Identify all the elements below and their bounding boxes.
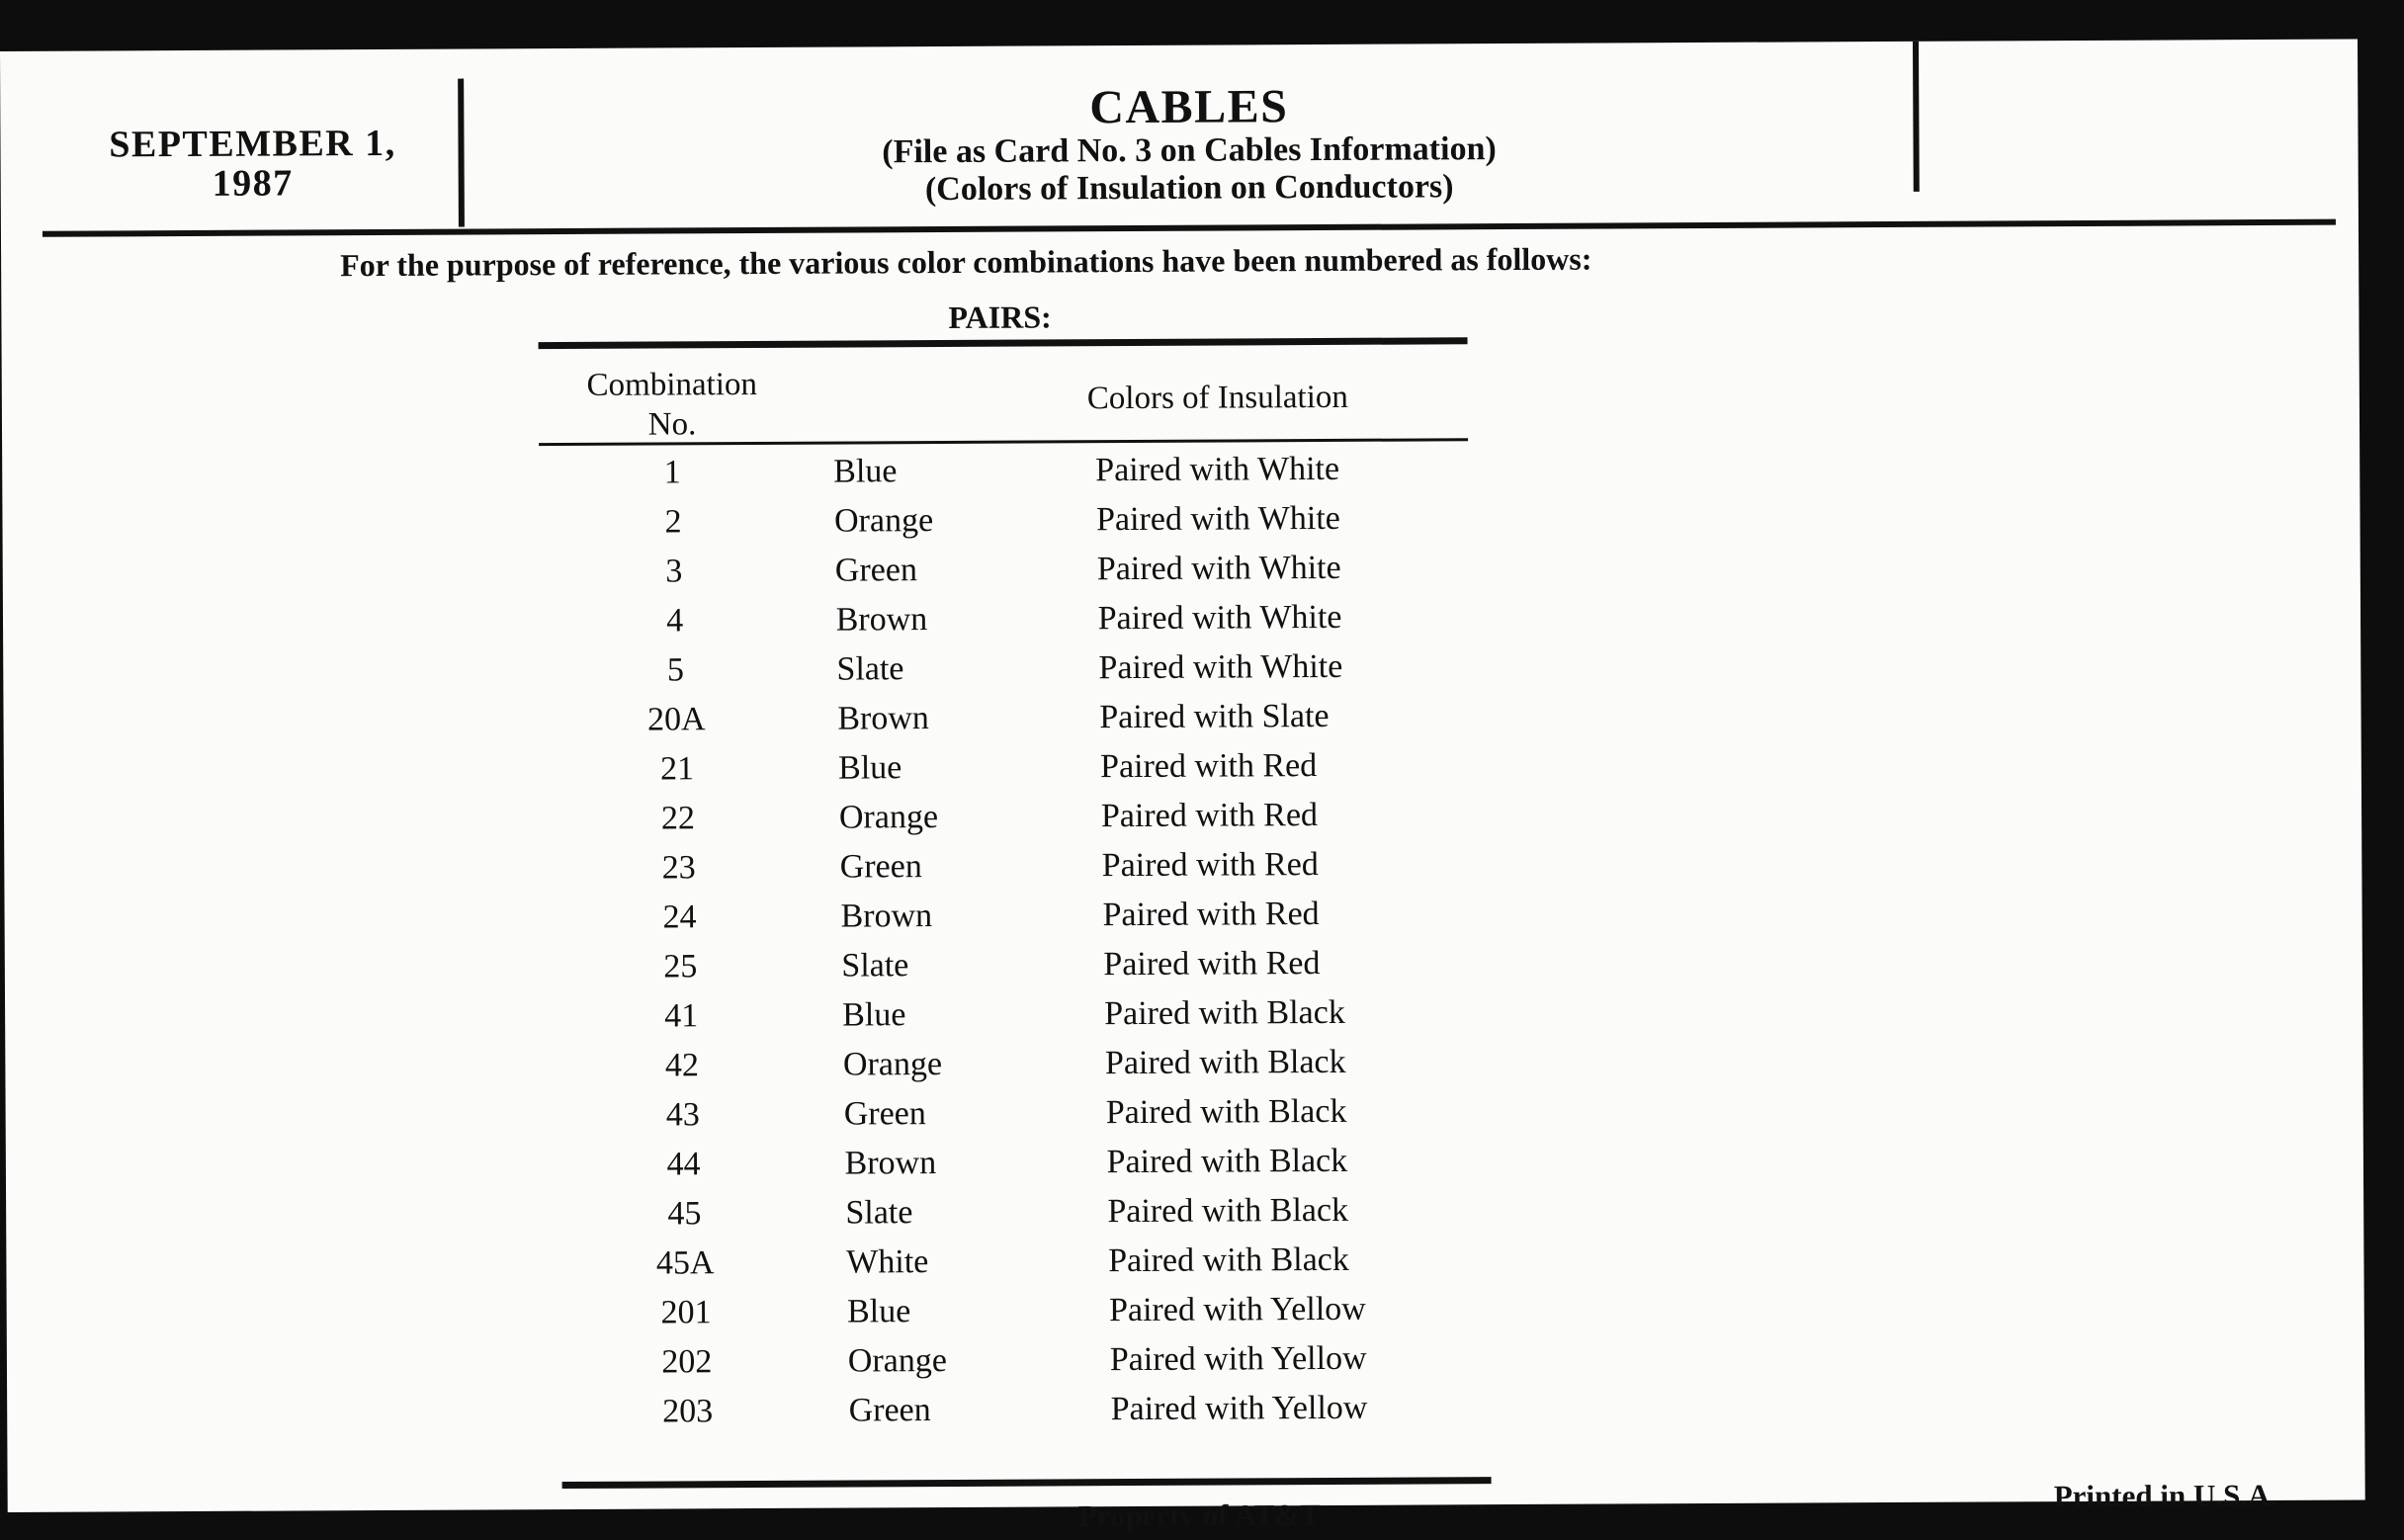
conductor-color: White [846, 1243, 929, 1281]
table-row [543, 691, 1492, 745]
table-row [542, 592, 1491, 646]
table-row [549, 1037, 1498, 1091]
issue-date-line2: 1987 [212, 162, 294, 205]
column-header-combination-line2: No. [647, 406, 697, 443]
combination-number: 41 [664, 997, 699, 1035]
paired-with: Paired with Red [1103, 945, 1321, 984]
table-row [550, 1086, 1499, 1141]
table-row [546, 839, 1495, 894]
paired-with: Paired with White [1098, 647, 1343, 687]
table-body [539, 444, 1493, 1437]
issue-date [40, 124, 465, 205]
paired-with: Paired with Slate [1099, 697, 1330, 736]
section-label: PAIRS: [948, 299, 1052, 335]
combination-number: 45 [667, 1195, 702, 1233]
table-row [550, 1136, 1499, 1190]
conductor-color: Slate [845, 1194, 913, 1232]
header-divider-right [1913, 42, 1920, 192]
paired-with: Paired with Black [1105, 1092, 1347, 1132]
card-subtitle-colors: (Colors of Insulation on Conductors) [924, 168, 1454, 209]
table-row [541, 543, 1490, 597]
combination-number: 43 [665, 1096, 700, 1134]
paired-with: Paired with Black [1106, 1142, 1348, 1181]
paired-with: Paired with Yellow [1109, 1339, 1367, 1379]
header-rule [43, 219, 2336, 237]
header-divider-left [458, 79, 465, 227]
conductor-color: Green [839, 848, 922, 886]
table-row [552, 1235, 1501, 1289]
table-row [544, 740, 1493, 795]
combination-number: 42 [664, 1047, 700, 1084]
card-title: CABLES [1089, 80, 1289, 134]
table-row [539, 444, 1488, 498]
table-rule-bottom [562, 1477, 1492, 1489]
paired-with: Paired with Black [1108, 1241, 1349, 1280]
table-rule-top [539, 337, 1468, 349]
conductor-color: Brown [835, 601, 928, 639]
conductor-color: Orange [842, 1046, 943, 1083]
card-subtitle-file: (File as Card No. 3 on Cables Information) [882, 130, 1497, 171]
combination-number: 2 [664, 503, 682, 541]
conductor-color: Slate [836, 650, 904, 688]
paired-with: Paired with White [1095, 499, 1340, 539]
printed-notice: Printed in U.S.A. [2053, 1477, 2278, 1514]
paired-with: Paired with Yellow [1108, 1290, 1366, 1329]
table-row [555, 1383, 1503, 1437]
combination-number: 1 [663, 454, 681, 491]
paired-with: Paired with Red [1102, 896, 1320, 934]
issue-date-line1: SEPTEMBER 1, [109, 122, 396, 166]
table-row [548, 987, 1497, 1042]
conductor-color: Green [843, 1095, 926, 1133]
table-row [542, 642, 1491, 696]
paired-with: Paired with White [1096, 549, 1341, 588]
combination-number: 23 [661, 849, 696, 887]
conductor-color: Orange [833, 502, 934, 540]
table-row [551, 1185, 1500, 1240]
combination-number: 24 [662, 898, 697, 936]
column-header-combination-line1: Combination [586, 366, 758, 403]
paired-with: Paired with Black [1107, 1191, 1349, 1231]
table-row [545, 790, 1494, 844]
property-notice: Property of AT&T [1077, 1497, 1321, 1534]
table-row [546, 889, 1495, 943]
paired-with: Paired with Yellow [1110, 1389, 1368, 1428]
conductor-color: Blue [842, 996, 906, 1034]
pairs-table [539, 337, 1468, 1430]
combination-number: 22 [660, 800, 696, 837]
table-row [540, 493, 1489, 548]
combination-number: 25 [663, 948, 698, 985]
combination-number: 202 [661, 1343, 713, 1381]
table-row [553, 1284, 1502, 1338]
combination-number: 203 [662, 1393, 714, 1430]
conductor-color: Blue [833, 453, 898, 490]
conductor-color: Brown [837, 700, 929, 737]
reference-card [0, 40, 2365, 1534]
combination-number: 3 [665, 553, 683, 590]
conductor-color: Brown [844, 1145, 937, 1182]
paired-with: Paired with Red [1101, 846, 1319, 885]
conductor-color: Green [834, 552, 918, 589]
combination-number: 5 [666, 651, 685, 689]
column-header-combination [568, 365, 776, 445]
paired-with: Paired with White [1095, 450, 1340, 489]
paired-with: Paired with Red [1100, 747, 1318, 786]
conductor-color: Blue [838, 749, 902, 787]
paired-with: Paired with Red [1100, 797, 1319, 835]
conductor-color: Orange [838, 799, 939, 836]
combination-number: 4 [666, 602, 684, 640]
combination-number: 44 [666, 1146, 701, 1183]
conductor-color: Orange [847, 1342, 948, 1380]
column-header-colors: Colors of Insulation [1086, 379, 1348, 417]
conductor-color: Brown [840, 898, 933, 935]
conductor-color: Slate [841, 947, 909, 984]
table-row [547, 938, 1496, 992]
title-block [465, 79, 1914, 212]
combination-number: 21 [660, 750, 695, 788]
intro-text: For the purpose of reference, the various color combinations have been numbered as follows: [340, 240, 1592, 284]
combination-number: 45A [655, 1244, 715, 1282]
combination-number: 201 [660, 1294, 712, 1331]
combination-number: 20A [646, 701, 706, 738]
conductor-color: Green [848, 1392, 931, 1429]
paired-with: Paired with White [1097, 598, 1342, 638]
table-row [554, 1333, 1502, 1388]
paired-with: Paired with Black [1104, 993, 1345, 1033]
conductor-color: Blue [846, 1293, 911, 1330]
paired-with: Paired with Black [1104, 1043, 1346, 1082]
